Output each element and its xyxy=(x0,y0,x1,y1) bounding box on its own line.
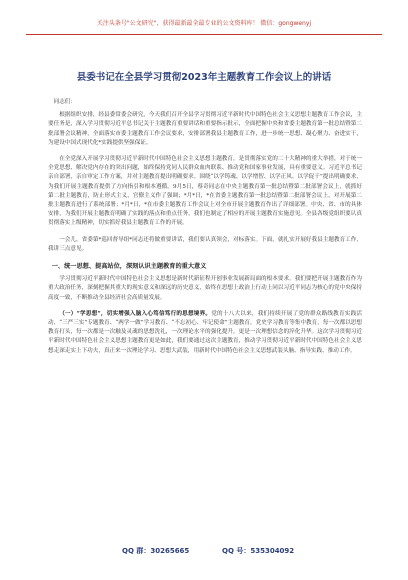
paragraph-background: 在全党深入开展学习贯彻习近平新时代中国特色社会主义思想主题教育，是贯彻落实党的二十大精神的重大举措，对于统一全党思想、解决党内存在的突出问题，始终保持党同人民群众血肉联系、推动党和国家事业发展，具有重要意义。习近平总书记亲自部署，亲自审定工作方案，并对主题教育提出明确要求。围绕“以学铸魂、以学增智、以学正风、以学促干”提出明确要求，为我们开展主题教育提供了方向指引和根本遵循。9月5日，蔡奇同志在中央主题教育第一批总结暨第二批部署会议上，就抓好第二批主题教育，防止形式主义，官僚主义作了强调；*月*日，*在省委主题教育第一批总结暨第二批部署会议上，对开展第二批主题教育进行了系统部署；*月*日，*在市委主题教育工作会议上对全市开展主题教育作出了详细部署。中央、省、市的具体安排，为我们开展主题教育明确了实践的落点和重点任务，我们也制定了相应的开展主题教育实施意见。全县各级党组织要认真贯彻落实上级精神，切实抓好我县主题教育工作的开展。 xyxy=(48,156,362,227)
subsection1-text: 党的十八大以来，我们持续开展了党的群众路线教育实践活动、“三严三实”专题教育、“两学一做”学习教育、“不忘初心、牢记使命”主题教育，党史学习教育等集中教育，每一次都以思想教育打头，每一次都是一次触及灵魂的思想洗礼，一次理论水平的强化提升，更是一次理想信念的淬化升华。这次学习贯彻习近平新时代中国特色社会主义思想主题教育更是如此，我们要通过这次主题教育，推动学习贯彻习近平新时代中国特色社会主义思想走深走实上下功夫，真正来一次理论学习、思想大武装，用新时代中国特色社会主义思想武装头脑、指导实践、推动工作。 xyxy=(48,310,362,354)
subsection-heading-1: （一）“学思想”，切实增强入脑入心笃信笃行的思想境界。 xyxy=(59,310,212,317)
section-heading-1: 一、统一思想、提高站位，深刻认识主题教育的重大意义 xyxy=(51,263,207,271)
paragraph-transition: 一会儿，省委第*巡回督导组*同志还将做重要讲话，我们要认真领会，对标落实。下面，就扎实开展好我县主题教育工作，我讲三点意见。 xyxy=(48,236,362,252)
footer-qq-group: QQ 群：30265665 xyxy=(122,547,190,555)
paragraph-opening: 根据组织安排，经县委常委会研究，今天我们召开全县学习贯彻习近平新时代中国特色社会主义思想主题教育工作会议，主要任务是，深入学习贯彻习近平总书记关于主题教育重要讲话和重要指示批示，全面把握中央和省委主题教育第一批总结暨第二批部署会议精神，全面落实市委主题教育工作会议要求，安排部署我县主题教育工作，进一步统一思想、凝心聚力、奋进实干，为建设中国式现代化*实践提供坚强保证。 xyxy=(48,112,362,146)
document-title: 县委书记在全县学习贯彻2023年主题教育工作会议上的讲话 xyxy=(76,72,332,83)
salutation: 同志们： xyxy=(53,99,76,105)
paragraph-subsection1 xyxy=(48,310,362,356)
document-body xyxy=(48,98,362,359)
footer-qq-number: QQ 号：535304092 xyxy=(222,547,295,555)
header-divider xyxy=(26,34,382,35)
header-banner[interactable]: 关注头条号"公文研究"，获得最新最全最专业的公文资料库！ 微信：gongwenyj xyxy=(96,20,312,27)
paragraph-section1: 学习贯彻习近平新时代中国特色社会主义思想是新时代新征程开创事业发展新局面的根本要求。我们要把开展主题教育作为重大政治任务，深刻把握其重大的现实意义和深远的历史意义，始终在思想上政治上行动上同以习近平同志为核心的党中央保持高度一致，不断推动全县经济社会高质量发展。 xyxy=(48,276,362,301)
